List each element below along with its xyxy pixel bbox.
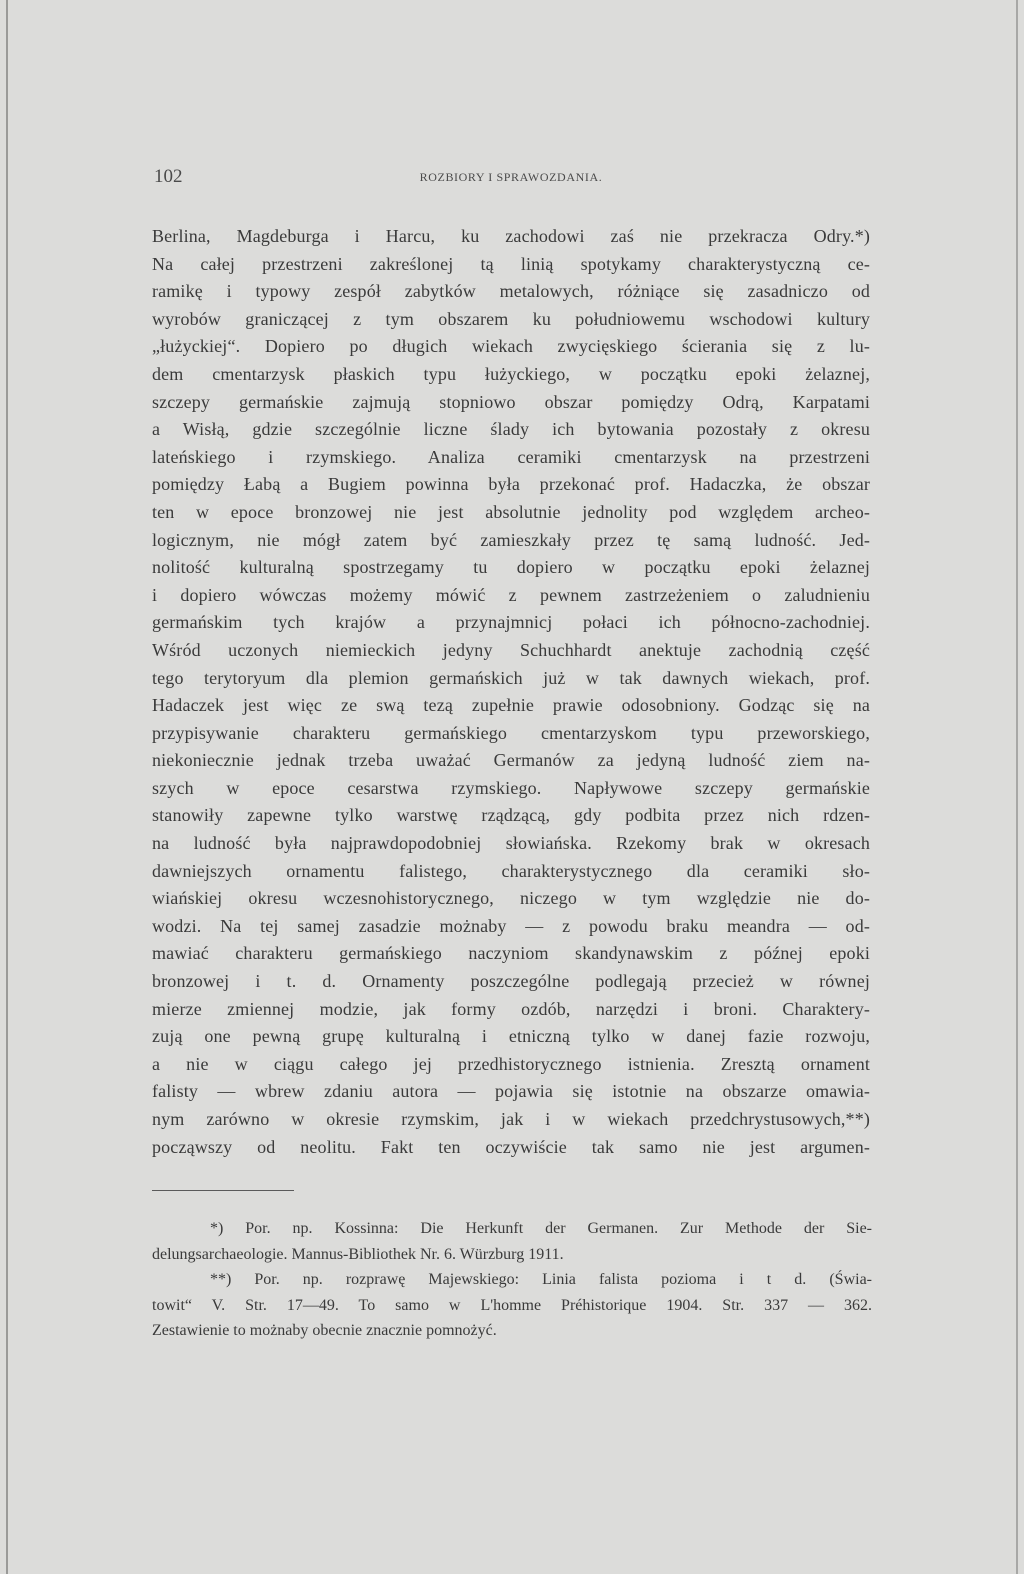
body-line: a nie w ciągu całego jej przedhistorycznego istnienia. Zresztą ornament [152, 1053, 870, 1074]
body-line: przypisywanie charakteru germańskiego cmentarzyskom typu przeworskiego, [152, 722, 870, 743]
body-line: Na całej przestrzeni zakreślonej tą linią spotykamy charakterystyczną ce- [152, 253, 870, 274]
page-number: 102 [154, 166, 183, 187]
footnote-line: towit“ V. Str. 17—49. To samo w L'homme Préhistorique 1904. Str. 337 — 362. [152, 1296, 872, 1314]
body-line: dem cmentarzysk płaskich typu łużyckiego, w początku epoki żelaznej, [152, 363, 870, 384]
body-line: mierze zmiennej modzie, jak formy ozdób, narzędzi i broni. Charaktery- [152, 998, 870, 1019]
body-line: „łużyckiej“. Dopiero po długich wiekach zwycięskiego ścierania się z lu- [152, 336, 870, 357]
body-line: germańskim tych krajów a przynajmnicj połaci ich północno-zachodniej. [152, 612, 870, 633]
body-line: szczepy germańskie zajmują stopniowo obszar pomiędzy Odrą, Karpatami [152, 391, 870, 412]
footnotes [152, 1216, 872, 1344]
page-header [150, 166, 872, 190]
body-line: na ludność była najprawdopodobniej słowiańska. Rzekomy brak w okresach [152, 833, 870, 854]
footnote-line: Zestawienie to możnaby obecnie znacznie pomnożyć. [152, 1322, 497, 1339]
footnote-line: **) Por. np. rozprawę Majewskiego: Linia falista pozioma i t d. (Świa- [210, 1271, 872, 1288]
running-head: ROZBIORY I SPRAWOZDANIA. [419, 170, 603, 184]
body-line: nym zarówno w okresie rzymskim, jak i w wiekach przedchrystusowych,**) [152, 1109, 870, 1129]
body-line: wiańskiej okresu wczesnohistorycznego, niczego w tym względzie nie do- [152, 888, 870, 909]
body-line: lateńskiego i rzymskiego. Analiza ceramiki cmentarzysk na przestrzeni [152, 446, 870, 467]
footnote-separator [152, 1190, 294, 1191]
body-line: a Wisłą, gdzie szczególnie liczne ślady ich bytowania pozostały z okresu [152, 419, 870, 440]
body-line: tego terytoryum dla plemion germańskich już w tak dawnych wiekach, prof. [152, 667, 870, 688]
body-line: wodzi. Na tej samej zasadzie możnaby — z powodu braku meandra — od- [152, 915, 870, 936]
body-line: począwszy od neolitu. Fakt ten oczywiście tak samo nie jest argumen- [152, 1136, 870, 1157]
page-edge-right [1016, 0, 1018, 1574]
body-text [152, 223, 870, 1161]
body-line: dawniejszych ornamentu falistego, charakterystycznego dla ceramiki sło- [152, 860, 870, 881]
body-line: niekoniecznie jednak trzeba uważać Germanów za jedyną ludność ziem na- [152, 750, 870, 771]
body-line: i dopiero wówczas możemy mówić z pewnem zastrzeżeniem o zaludnieniu [152, 584, 870, 605]
body-line: Wśród uczonych niemieckich jedyny Schuchhardt anektuje zachodnią część [152, 639, 870, 660]
body-line: Berlina, Magdeburga i Harcu, ku zachodowi zaś nie przekracza Odry.*) [152, 226, 870, 246]
page-edge-left [6, 0, 8, 1574]
body-line: wyrobów graniczącej z tym obszarem ku południowemu wschodowi kultury [152, 308, 870, 329]
body-line: bronzowej i t. d. Ornamenty poszczególne podlegają przecież w równej [152, 971, 870, 992]
body-line: szych w epoce cesarstwa rzymskiego. Napływowe szczepy germańskie [152, 777, 870, 798]
body-line: nolitość kulturalną spostrzegamy tu dopiero w początku epoki żelaznej [152, 557, 870, 578]
body-line: Hadaczek jest więc ze swą tezą zupełnie prawie odosobniony. Godząc się na [152, 695, 870, 716]
body-line: pomiędzy Łabą a Bugiem powinna była przekonać prof. Hadaczka, że obszar [152, 474, 870, 495]
body-line: ramikę i typowy zespół zabytków metalowych, różniące się zasadniczo od [152, 281, 870, 302]
body-line: falisty — wbrew zdaniu autora — pojawia się istotnie na obszarze omawia- [152, 1081, 870, 1102]
body-line: ten w epoce bronzowej nie jest absolutnie jednolity pod względem archeo- [152, 501, 870, 522]
body-line: mawiać charakteru germańskiego naczyniom skandynawskim z późnej epoki [152, 943, 870, 964]
footnote-line: *) Por. np. Kossinna: Die Herkunft der Germanen. Zur Methode der Sie- [210, 1220, 872, 1237]
body-line: logicznym, nie mógł zatem być zamieszkały przez tę samą ludność. Jed- [152, 529, 870, 550]
body-line: zują one pewną grupę kulturalną i etniczną tylko w danej fazie rozwoju, [152, 1026, 870, 1047]
footnote-line: delungsarchaeologie. Mannus-Bibliothek Nr. 6. Würzburg 1911. [152, 1245, 564, 1263]
body-line: stanowiły zapewne tylko warstwę rządzącą, gdy podbita przez nich rdzen- [152, 805, 870, 826]
